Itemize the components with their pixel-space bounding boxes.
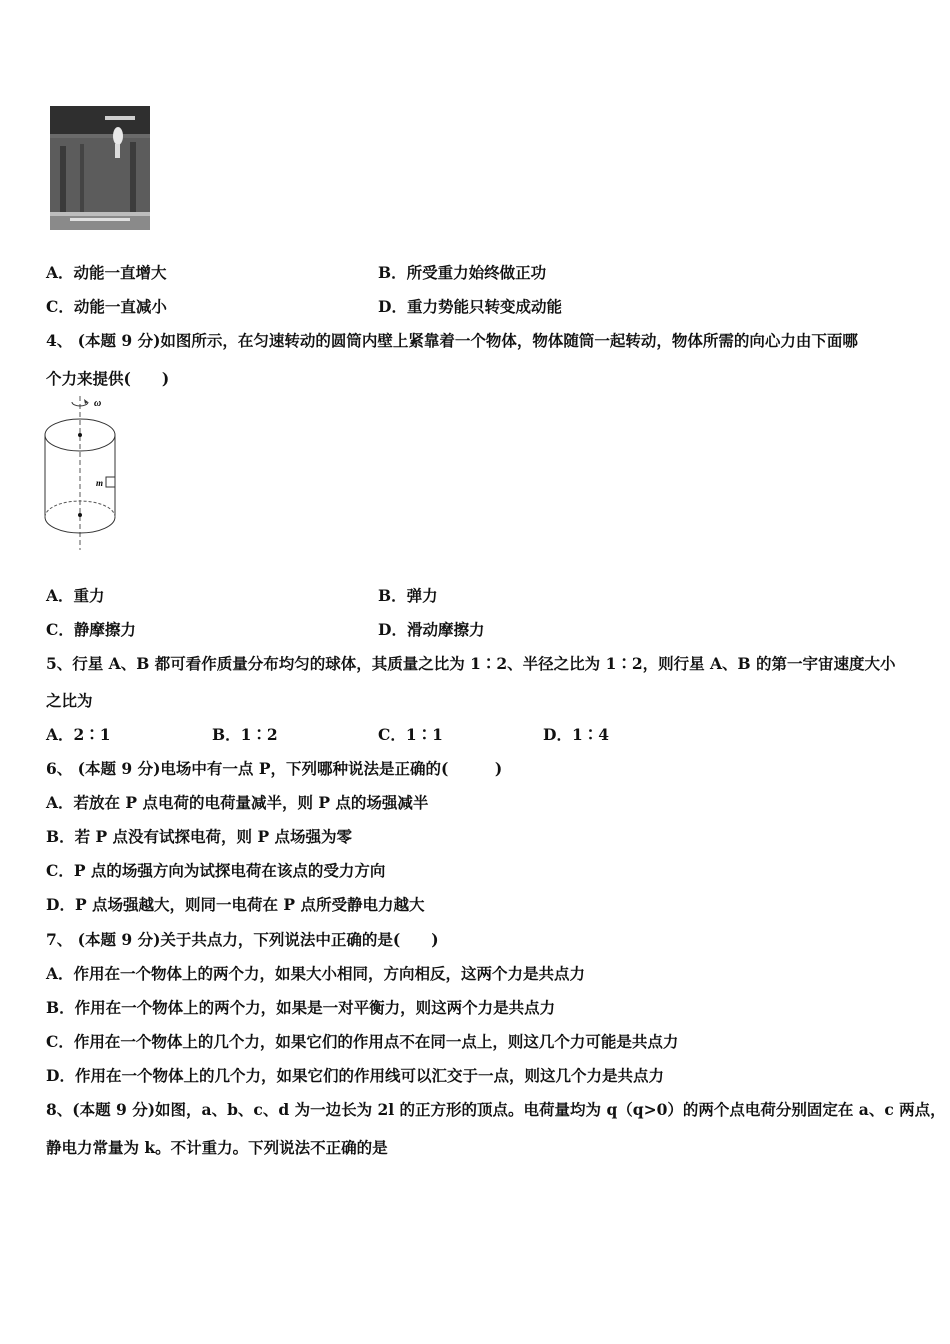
q5-option-b: B．1∶2 bbox=[212, 725, 278, 744]
q3-option-b: B．所受重力始终做正功 bbox=[378, 263, 547, 282]
q5-option-a: A．2∶1 bbox=[46, 725, 111, 744]
q7-option-d: D．作用在一个物体上的几个力，如果它们的作用线可以汇交于一点，则这几个力是共点力 bbox=[46, 1066, 664, 1085]
omega-label: ω bbox=[94, 398, 102, 409]
q4-stem-line1: 4、 (本题 9 分)如图所示，在匀速转动的圆筒内壁上紧靠着一个物体，物体随筒一起转动，物体所需的向心力由下面哪 bbox=[46, 331, 858, 350]
q4-stem-line2: 个力来提供( ) bbox=[46, 369, 170, 388]
q7-stem: 7、 (本题 9 分)关于共点力，下列说法中正确的是( ) bbox=[46, 930, 439, 949]
q6-option-d: D．P 点场强越大，则同一电荷在 P 点所受静电力越大 bbox=[46, 895, 425, 914]
q4-option-d: D．滑动摩擦力 bbox=[378, 620, 485, 639]
diver-photo bbox=[50, 106, 150, 230]
q5-stem-line2: 之比为 bbox=[46, 691, 93, 710]
q4-option-c: C．静摩擦力 bbox=[46, 620, 136, 639]
q7-option-c: C．作用在一个物体上的几个力，如果它们的作用点不在同一点上，则这几个力可能是共点力 bbox=[46, 1032, 679, 1051]
q8-stem-line2: 静电力常量为 k。不计重力。下列说法不正确的是 bbox=[46, 1138, 388, 1157]
q4-option-a: A．重力 bbox=[46, 586, 105, 605]
q6-stem: 6、 (本题 9 分)电场中有一点 P，下列哪种说法是正确的( ) bbox=[46, 759, 503, 778]
q3-option-d: D．重力势能只转变成动能 bbox=[378, 297, 562, 316]
q7-option-a: A．作用在一个物体上的两个力，如果大小相同，方向相反，这两个力是共点力 bbox=[46, 964, 586, 983]
q3-option-c: C．动能一直减小 bbox=[46, 297, 167, 316]
q3-option-a: A．动能一直增大 bbox=[46, 263, 167, 282]
mass-block bbox=[106, 477, 115, 487]
q5-option-d: D．1∶4 bbox=[543, 725, 610, 744]
mass-label: m bbox=[96, 478, 104, 488]
q6-option-b: B．若 P 点没有试探电荷，则 P 点场强为零 bbox=[46, 827, 352, 846]
q6-option-c: C．P 点的场强方向为试探电荷在该点的受力方向 bbox=[46, 861, 386, 880]
q4-option-b: B．弹力 bbox=[378, 586, 438, 605]
q8-stem-line1: 8、(本题 9 分)如图，a、b、c、d 为一边长为 2l 的正方形的顶点。电荷量均为 q（q>0）的两个点电荷分别固定在 a、c 两点， bbox=[46, 1100, 946, 1119]
q5-stem-line1: 5、行星 A、B 都可看作质量分布均匀的球体，其质量之比为 1∶2、半径之比为 1∶2，则行星 A、B 的第一宇宙速度大小 bbox=[46, 654, 896, 673]
q6-option-a: A．若放在 P 点电荷的电荷量减半，则 P 点的场强减半 bbox=[46, 793, 429, 812]
rotating-cylinder-diagram bbox=[38, 394, 128, 554]
q7-option-b: B．作用在一个物体上的两个力，如果是一对平衡力，则这两个力是共点力 bbox=[46, 998, 556, 1017]
q5-option-c: C．1∶1 bbox=[378, 725, 443, 744]
